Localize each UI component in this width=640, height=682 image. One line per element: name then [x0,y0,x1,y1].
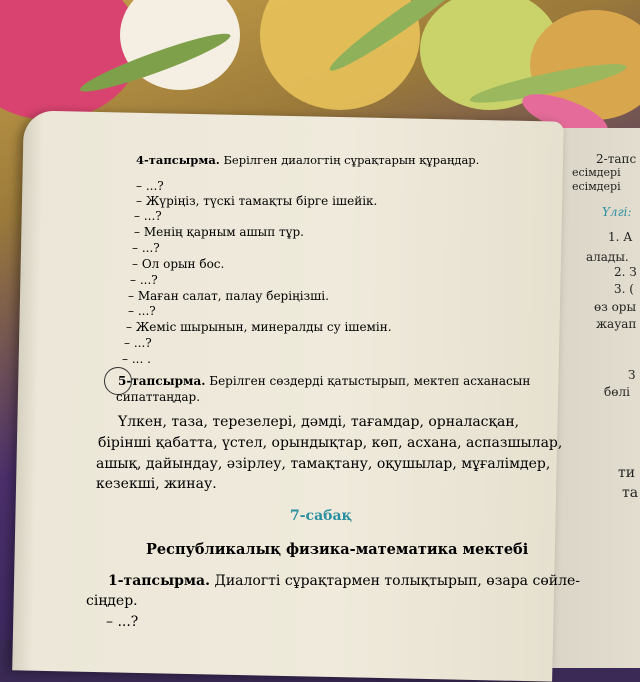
right-page-line: 2-тапс [596,152,637,166]
dialog-line: – ...? [132,241,160,255]
dialog-line: – Ол орын бос. [132,257,225,271]
right-page-line: Үлгі: [602,205,632,219]
right-page-line: 1. А [608,230,633,244]
task1-instruction-continued: сіңдер. [86,593,138,609]
dialog-line: – ...? [106,614,139,630]
right-page-line: есімдері [572,166,621,179]
task4-title: 4-тапсырма. [136,153,220,167]
right-page-line: та [622,485,639,501]
task5-instruction: Берілген сөздерді қатыстырып, мектеп асханасын [209,374,531,388]
lesson-number: 7-сабақ [290,508,352,524]
dialog-line: – ...? [136,179,164,193]
dialog-line: – Жүріңіз, түскі тамақты бірге ішейік. [136,194,378,208]
dialog-line: – ...? [124,336,152,350]
right-page-line: жауап [596,317,637,331]
dialog-line: – ...? [134,209,162,223]
word-list-line: бірінші қабатта, үстел, орындықтар, көп, асхана, аспазшылар, [98,435,563,451]
dialog-line: – Маған салат, палау беріңізші. [128,289,329,303]
right-page-line: есімдері [572,180,621,193]
word-list-line: Үлкен, таза, терезелері, дәмді, тағамдар, орналасқан, [118,414,520,430]
right-page-line: 3. ( [614,282,634,296]
dialog-line: – Менің қарным ашып тұр. [134,225,304,239]
dialog-line: – ...? [130,273,158,287]
dialog-line: – ...? [128,304,156,318]
dialog-line: – ... . [122,352,151,366]
right-page-line: бөлі [604,385,630,399]
dialog-line: – Жеміс шырынын, минералды су ішемін. [126,320,392,334]
task5-title: 5-тапсырма. [118,374,206,388]
task1-title: 1-тапсырма. [108,573,210,589]
task4-heading [136,153,479,167]
right-page-line: өз оры [594,300,637,314]
task4-instruction: Берілген диалогтің сұрақтарын құраңдар. [223,153,480,167]
pink-flower-shape [0,0,140,120]
right-page-line: З [628,368,636,382]
word-list-line: ашық, дайындау, әзірлеу, тамақтану, оқушылар, мұғалімдер, [96,456,551,472]
right-page-line: алады. [586,250,629,264]
task1-instruction: Диалогті сұрақтармен толықтырып, өзара сөйле- [214,573,580,589]
right-page-line: ти [618,465,636,481]
lesson-heading: Республикалық физика-математика мектебі [146,541,529,558]
word-list-line: кезекші, жинау. [96,476,217,492]
task5-instruction-continued: сипаттаңдар. [116,390,201,404]
right-page-line: 2. З [614,265,637,279]
task1-heading [108,573,580,589]
task5-heading [118,374,530,388]
